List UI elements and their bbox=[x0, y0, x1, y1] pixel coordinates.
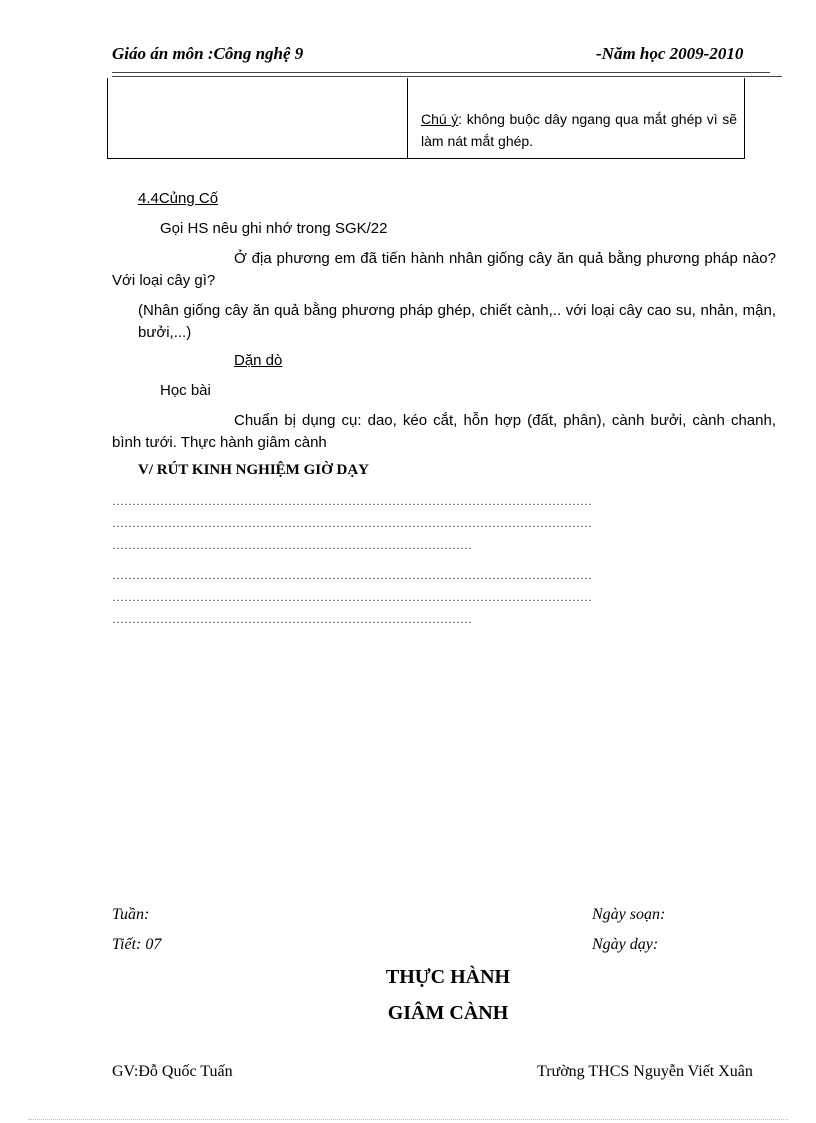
lesson-title-line-1: THỰC HÀNH bbox=[385, 966, 511, 988]
table-note bbox=[421, 108, 737, 152]
note-text: : không buộc dây ngang qua mắt ghép vì sẽ làm nát mắt ghép. bbox=[421, 111, 738, 149]
page-bottom-dotted-border bbox=[28, 1119, 788, 1120]
dan-do-line-2: Chuẩn bị dụng cụ: dao, kéo cắt, hỗn hợp (đất, phân), cành bưởi, cành chanh, bình tưới. Thực hành giâm cành bbox=[112, 412, 776, 451]
dotted-line-2: ………………………………………………………………………………………………………… bbox=[112, 516, 592, 530]
cung-co-answer: (Nhân giống cây ăn quả bằng phương pháp ghép, chiết cành,.. với loại cây cao su, nhản, mận, bưởi,...) bbox=[138, 302, 776, 341]
dotted-line-5: ………………………………………………………………………………………………………… bbox=[112, 590, 592, 604]
ngay-day-label: Ngày dạy: bbox=[592, 936, 659, 953]
header-rule-bottom bbox=[112, 76, 782, 77]
tiet-label: Tiết: 07 bbox=[112, 936, 162, 953]
dan-do-line-1: Học bài bbox=[160, 382, 211, 399]
note-label: Chú ý bbox=[421, 111, 459, 127]
section-heading-dan-do: Dặn dò bbox=[234, 352, 283, 369]
lesson-title-line-2: GIÂM CÀNH bbox=[387, 1002, 509, 1024]
dotted-line-4: ………………………………………………………………………………………………………… bbox=[112, 568, 592, 582]
section-heading-cung-co: 4.4Củng Cố bbox=[138, 190, 219, 207]
header-school-year: -Năm học 2009-2010 bbox=[596, 44, 744, 63]
header-subject: Giáo án môn :Công nghệ 9 bbox=[112, 44, 304, 63]
cung-co-question: Ở địa phương em đã tiến hành nhân giống cây ăn quả bằng phương pháp nào? Với loại cây gì? bbox=[112, 250, 776, 289]
dotted-line-3: ……………………………………………………………………………… bbox=[112, 538, 472, 552]
dotted-line-1: ………………………………………………………………………………………………………… bbox=[112, 494, 592, 508]
tuan-label: Tuần: bbox=[112, 906, 150, 923]
table-cell-left bbox=[107, 78, 408, 159]
footer-school: Trường THCS Nguyễn Viết Xuân bbox=[537, 1063, 753, 1080]
header-rule-top bbox=[112, 72, 770, 73]
experience-heading: V/ RÚT KINH NGHIỆM GIỜ DẠY bbox=[138, 462, 369, 478]
footer-teacher: GV:Đỗ Quốc Tuấn bbox=[112, 1063, 233, 1080]
dotted-line-6: ……………………………………………………………………………… bbox=[112, 612, 472, 626]
ngay-soan-label: Ngày soạn: bbox=[592, 906, 666, 923]
cung-co-line-1: Gọi HS nêu ghi nhớ trong SGK/22 bbox=[160, 220, 388, 237]
